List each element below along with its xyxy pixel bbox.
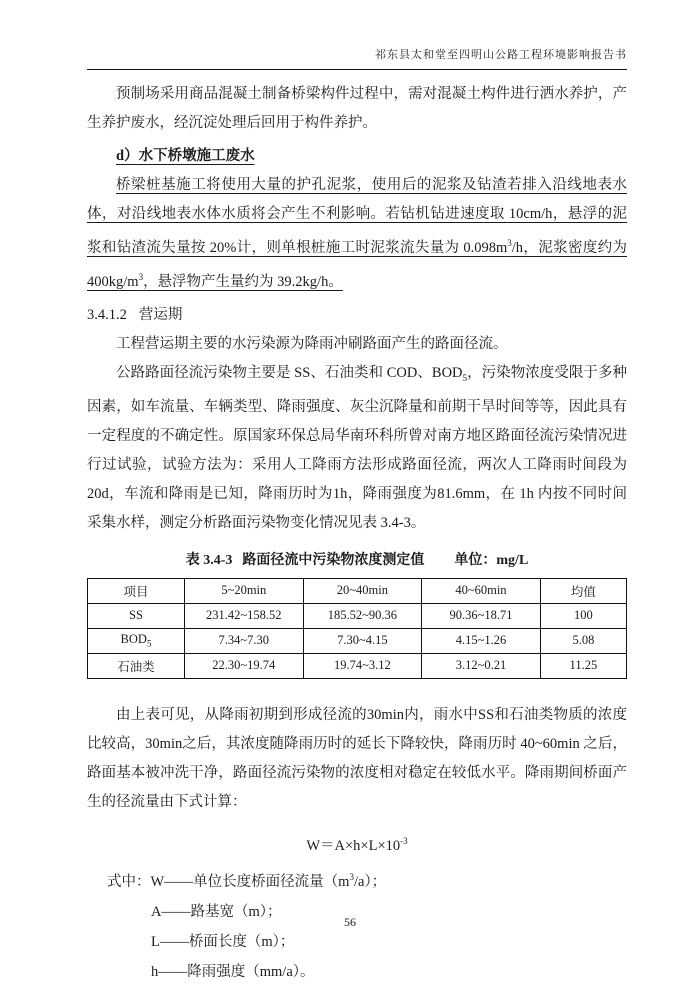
cell-ss-avg: 100 — [540, 603, 626, 628]
bod-subscript: 5 — [462, 372, 468, 383]
table-row-ss — [88, 603, 627, 628]
paragraph-precast-yard: 预制场采用商品混凝土制备桥梁构件过程中，需对混凝土构件进行洒水养护，产生养护废水，经沉淀处理后回用于构件养护。 — [87, 86, 627, 131]
table-header-item: 项目 — [88, 578, 185, 603]
heading-operation-period — [87, 301, 627, 330]
definition-h: h——降雨强度（mm/a）。 — [151, 964, 315, 981]
cell-ss-1: 231.42~158.52 — [185, 603, 304, 628]
cell-petroleum-1: 22.30~19.74 — [185, 653, 304, 678]
formula-base: W＝A×h×L×10 — [306, 837, 401, 854]
paragraph-runoff-pollutants — [87, 359, 627, 538]
definition-w-prefix: 式中：W——单位长度桥面径流量（m — [107, 874, 350, 891]
page-content — [87, 48, 627, 987]
cell-bod5-item — [88, 628, 185, 653]
formula-exponent: -3 — [400, 835, 408, 846]
mud-text-2: /h，泥浆密度约为400kg/m — [87, 239, 627, 290]
table-row-bod5 — [88, 628, 627, 653]
paragraph-operation-source: 工程营运期主要的水污染源为降雨冲刷路面产生的路面径流。 — [116, 335, 508, 352]
cell-petroleum-avg: 11.25 — [540, 653, 626, 678]
mud-text-1: 桥梁桩基施工将使用大量的护孔泥浆，使用后的泥浆及钻渣若排入沿线地表水体，对沿线地表水体水质将会产生不利影响。若钻机钻进速度取 10cm/h，悬浮的泥浆和钻渣流失量按 20%计，则单根桩施工时泥浆流失量为 0.098m — [87, 177, 627, 256]
cell-bod5-avg: 5.08 — [540, 628, 626, 653]
bod-label-sub: 5 — [146, 638, 152, 649]
table-header-5-20min: 5~20min — [185, 578, 304, 603]
pollutant-concentration-table — [87, 578, 627, 679]
page-number: 56 — [344, 915, 356, 929]
mud-sup-1: 3 — [507, 238, 512, 248]
section-number: 3.4.1.2 — [87, 306, 127, 323]
definition-w — [87, 862, 627, 897]
definition-l: L——桥面长度（m）； — [151, 934, 295, 951]
header-title: 祁东县太和堂至四明山公路工程环境影响报告书 — [375, 49, 627, 61]
heading-underwater-pier-wastewater: d）水下桥墩施工废水 — [116, 148, 255, 164]
paragraph-pile-mud — [87, 171, 627, 297]
definition-w-suffix: /a）； — [353, 874, 387, 891]
cell-petroleum-2: 19.74~3.12 — [303, 653, 422, 678]
paragraph-conclusion: 由上表可见，从降雨初期到形成径流的30min内，雨水中SS和石油类物质的浓度比较高，30min之后，其浓度随降雨历时的延长下降较快，降雨历时 40~60min 之后，路面基本被冲洗干净，路面径流污染物的浓度相对稳定在较低水平。降雨期间桥面产生的径流量由下式计算： — [87, 706, 627, 810]
table-caption-unit: 单位：mg/L — [454, 552, 529, 568]
cell-bod5-1: 7.34~7.30 — [185, 628, 304, 653]
header-rule — [87, 69, 627, 70]
table-caption-label: 表 3.4-3 — [185, 552, 233, 568]
table-header-40-60min: 40~60min — [422, 578, 541, 603]
cell-ss-2: 185.52~90.36 — [303, 603, 422, 628]
cell-ss-item: SS — [88, 603, 185, 628]
mud-text-3: ，悬浮物产生量约为 39.2kg/h。 — [143, 273, 343, 290]
table-row-petroleum — [88, 653, 627, 678]
table-header-average: 均值 — [540, 578, 626, 603]
cell-bod5-3: 4.15~1.26 — [422, 628, 541, 653]
section-title: 营运期 — [138, 306, 183, 323]
table-caption-title: 路面径流中污染物浓度测定值 — [242, 552, 425, 568]
table-caption — [87, 550, 627, 572]
runoff-formula — [87, 827, 627, 861]
cell-petroleum-3: 3.12~0.21 — [422, 653, 541, 678]
table-header-20-40min: 20~40min — [303, 578, 422, 603]
cell-petroleum-item: 石油类 — [88, 653, 185, 678]
mud-sup-2: 3 — [138, 271, 144, 282]
bod-label-base: BOD — [120, 632, 147, 647]
definition-a: A——路基宽（m）； — [151, 904, 282, 921]
runoff-text-2: ，污染物浓度受限于多种因素，如车流量、车辆类型、降雨强度、灰尘沉降量和前期干旱时间等等，因此具有一定程度的不确定性。原国家环保总局华南环科所曾对南方地区路面径流污染情况进行过试验，试验方法为：采用人工降雨方法形成路面径流，两次人工降雨时间段为20d，车流和降雨是已知，降雨历时为1h，降雨强度为81.6mm，在 1h 内按不同时间采集水样，测定分析路面污染物变化情况见表 3.4-3。 — [87, 364, 628, 531]
runoff-text-1: 公路路面径流污染物主要是 SS、石油类和 COD、BOD — [116, 364, 463, 381]
cell-bod5-2: 7.30~4.15 — [303, 628, 422, 653]
table-header-row — [88, 578, 627, 603]
definition-w-sup: 3 — [349, 872, 354, 883]
cell-ss-3: 90.36~18.71 — [422, 603, 541, 628]
